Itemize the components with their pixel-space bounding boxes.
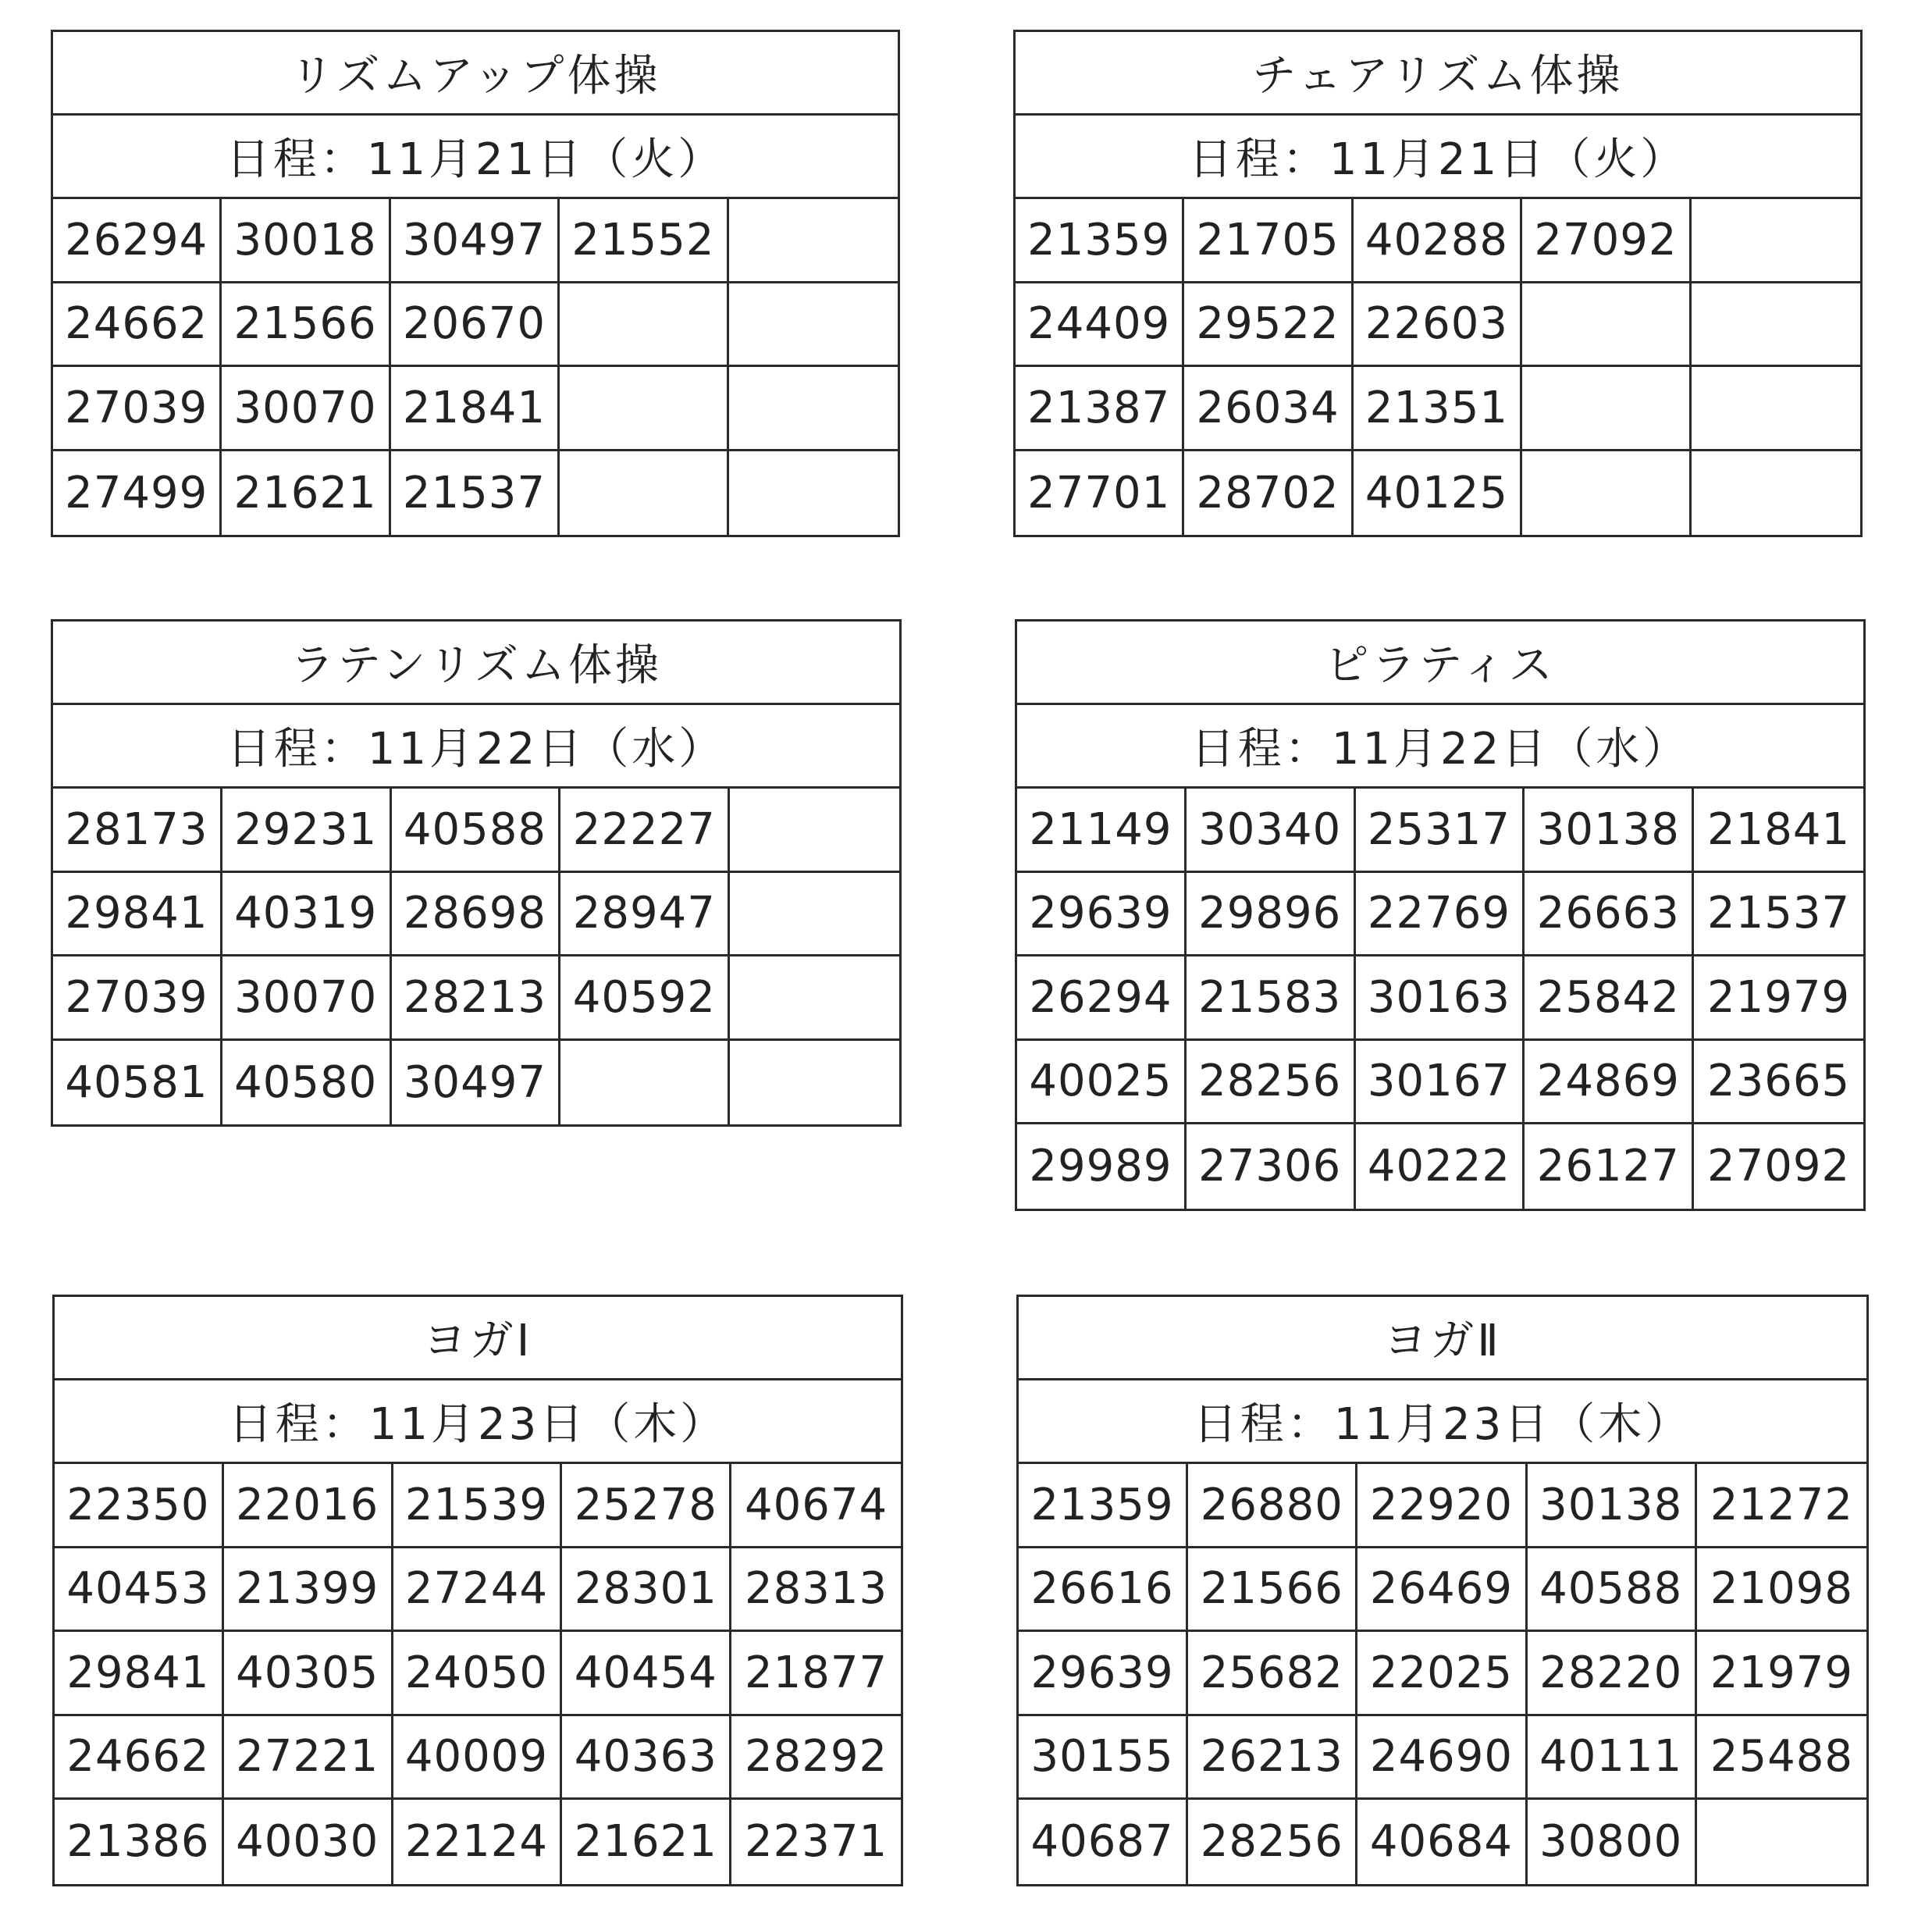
table-date: 日程：11月23日（木） (1019, 1380, 1866, 1464)
table-cell (560, 1041, 730, 1125)
table-cell: 40454 (562, 1632, 731, 1716)
table-cell: 30497 (392, 1041, 561, 1125)
id-grid (1016, 199, 1860, 535)
table-cell: 25682 (1188, 1632, 1357, 1716)
table-cell: 21583 (1187, 956, 1356, 1041)
table-cell: 26616 (1019, 1548, 1188, 1633)
table-cell: 29841 (55, 1632, 224, 1716)
table-cell (729, 283, 898, 368)
schedule-table-yoga-1 (52, 1295, 903, 1886)
id-grid (53, 789, 899, 1124)
table-cell: 24662 (53, 283, 222, 368)
table-cell: 28947 (560, 873, 730, 957)
table-cell: 29989 (1017, 1124, 1187, 1209)
table-cell: 27701 (1016, 451, 1184, 536)
table-cell: 22769 (1356, 873, 1525, 957)
table-cell: 26469 (1357, 1548, 1527, 1633)
table-cell: 21841 (391, 367, 560, 451)
table-cell (729, 451, 898, 536)
table-cell: 30163 (1356, 956, 1525, 1041)
table-cell: 28213 (392, 956, 561, 1041)
table-date: 日程：11月21日（火） (53, 116, 898, 199)
table-cell: 40581 (53, 1041, 222, 1125)
table-cell: 26127 (1525, 1124, 1694, 1209)
table-cell: 22920 (1357, 1464, 1527, 1548)
table-cell: 40588 (392, 789, 561, 873)
table-cell: 28220 (1528, 1632, 1697, 1716)
table-cell (1692, 367, 1860, 451)
table-cell: 40580 (222, 1041, 392, 1125)
table-cell: 40009 (393, 1716, 563, 1801)
table-cell (1692, 199, 1860, 283)
schedule-table-yoga-2 (1016, 1295, 1869, 1886)
table-cell: 29231 (222, 789, 392, 873)
table-cell (560, 367, 728, 451)
table-cell: 27244 (393, 1548, 563, 1633)
table-cell: 26880 (1188, 1464, 1357, 1548)
table-cell: 25488 (1697, 1716, 1866, 1801)
table-cell: 24690 (1357, 1716, 1527, 1801)
table-title: リズムアップ体操 (53, 32, 898, 116)
table-cell: 21537 (391, 451, 560, 536)
table-cell: 26663 (1525, 873, 1694, 957)
table-cell: 21387 (1016, 367, 1184, 451)
table-cell: 40305 (224, 1632, 393, 1716)
table-cell: 27039 (53, 956, 222, 1041)
table-cell: 25278 (562, 1464, 731, 1548)
table-cell: 40125 (1354, 451, 1522, 536)
table-cell: 30138 (1525, 789, 1694, 873)
schedule-table-chair-rhythm (1013, 30, 1863, 537)
table-cell: 21149 (1017, 789, 1187, 873)
table-cell: 21877 (731, 1632, 901, 1716)
table-cell: 40588 (1528, 1548, 1697, 1633)
table-cell: 22350 (55, 1464, 224, 1548)
table-date: 日程：11月23日（木） (55, 1380, 901, 1464)
table-cell (560, 451, 728, 536)
table-cell (1522, 283, 1691, 368)
table-cell: 28292 (731, 1716, 901, 1801)
table-title: チェアリズム体操 (1016, 32, 1860, 116)
table-cell (560, 283, 728, 368)
table-cell: 25842 (1525, 956, 1694, 1041)
table-cell: 40222 (1356, 1124, 1525, 1209)
table-cell: 22025 (1357, 1632, 1527, 1716)
table-cell: 24050 (393, 1632, 563, 1716)
table-cell: 26213 (1188, 1716, 1357, 1801)
table-cell: 40288 (1354, 199, 1522, 283)
table-cell: 27499 (53, 451, 222, 536)
table-title: ピラティス (1017, 622, 1863, 705)
table-cell: 21705 (1184, 199, 1353, 283)
table-cell: 30167 (1356, 1041, 1525, 1125)
table-cell: 30340 (1187, 789, 1356, 873)
table-cell: 40025 (1017, 1041, 1187, 1125)
table-cell: 21098 (1697, 1548, 1866, 1633)
table-cell: 30070 (222, 956, 392, 1041)
table-cell: 21621 (222, 451, 390, 536)
table-cell: 30155 (1019, 1716, 1188, 1801)
table-date: 日程：11月22日（水） (53, 705, 899, 789)
table-cell (1522, 451, 1691, 536)
table-cell: 26034 (1184, 367, 1353, 451)
table-cell: 21359 (1019, 1464, 1188, 1548)
table-cell: 21351 (1354, 367, 1522, 451)
table-cell: 40674 (731, 1464, 901, 1548)
table-cell: 24662 (55, 1716, 224, 1801)
table-cell: 24409 (1016, 283, 1184, 368)
table-cell: 21621 (562, 1800, 731, 1884)
table-cell: 28256 (1188, 1800, 1357, 1884)
table-cell (1697, 1800, 1866, 1884)
id-grid (55, 1464, 901, 1884)
table-cell: 29639 (1019, 1632, 1188, 1716)
table-date: 日程：11月22日（水） (1017, 705, 1863, 789)
table-cell: 21979 (1697, 1632, 1866, 1716)
table-cell: 27306 (1187, 1124, 1356, 1209)
table-cell: 21566 (222, 283, 390, 368)
table-cell: 40684 (1357, 1800, 1527, 1884)
table-cell: 30138 (1528, 1464, 1697, 1548)
table-cell: 29841 (53, 873, 222, 957)
table-cell: 30497 (391, 199, 560, 283)
table-cell: 26294 (1017, 956, 1187, 1041)
table-cell: 30800 (1528, 1800, 1697, 1884)
table-cell: 21539 (393, 1464, 563, 1548)
table-cell: 40319 (222, 873, 392, 957)
table-cell (730, 873, 899, 957)
table-cell (730, 1041, 899, 1125)
table-cell: 21841 (1694, 789, 1863, 873)
table-cell: 27092 (1522, 199, 1691, 283)
table-cell: 28256 (1187, 1041, 1356, 1125)
table-cell: 21386 (55, 1800, 224, 1884)
table-cell: 30018 (222, 199, 390, 283)
table-cell: 22124 (393, 1800, 563, 1884)
table-cell: 40363 (562, 1716, 731, 1801)
table-cell (1692, 451, 1860, 536)
table-cell: 24869 (1525, 1041, 1694, 1125)
table-cell: 23665 (1694, 1041, 1863, 1125)
table-cell (1692, 283, 1860, 368)
table-cell: 20670 (391, 283, 560, 368)
table-cell: 27092 (1707, 1141, 1851, 1192)
table-cell: 21272 (1697, 1464, 1866, 1548)
table-cell: 40111 (1528, 1716, 1697, 1801)
table-cell: 21537 (1694, 873, 1863, 957)
table-cell: 29896 (1187, 873, 1356, 957)
id-grid (1019, 1464, 1866, 1884)
table-cell: 22371 (745, 1816, 888, 1868)
table-cell: 21359 (1016, 199, 1184, 283)
table-cell: 27221 (224, 1716, 393, 1801)
table-cell: 29522 (1184, 283, 1353, 368)
schedule-table-latin-rhythm (51, 619, 902, 1127)
table-cell: 29639 (1017, 873, 1187, 957)
table-cell: 40453 (55, 1548, 224, 1633)
schedule-table-rhythm-up (51, 30, 900, 537)
table-cell: 26294 (53, 199, 222, 283)
table-cell: 21566 (1188, 1548, 1357, 1633)
table-cell: 30070 (222, 367, 390, 451)
table-cell: 40030 (224, 1800, 393, 1884)
table-cell: 28698 (392, 873, 561, 957)
id-grid (53, 199, 898, 535)
table-cell: 28301 (562, 1548, 731, 1633)
table-date: 日程：11月21日（火） (1016, 116, 1860, 199)
table-title: ラテンリズム体操 (53, 622, 899, 705)
id-grid (1017, 789, 1863, 1209)
table-cell: 22227 (560, 789, 730, 873)
table-cell (730, 956, 899, 1041)
table-cell: 21552 (560, 199, 728, 283)
table-cell (730, 789, 899, 873)
table-cell: 27039 (53, 367, 222, 451)
schedule-table-pilates (1015, 619, 1866, 1211)
table-cell (729, 199, 898, 283)
table-cell: 22016 (224, 1464, 393, 1548)
table-cell: 28702 (1184, 451, 1353, 536)
table-title: ヨガⅠ (55, 1297, 901, 1380)
table-cell: 25317 (1356, 789, 1525, 873)
table-title: ヨガⅡ (1019, 1297, 1866, 1380)
table-cell (1522, 367, 1691, 451)
table-cell: 28313 (731, 1548, 901, 1633)
table-cell (729, 367, 898, 451)
table-cell: 40592 (560, 956, 730, 1041)
table-cell: 22603 (1354, 283, 1522, 368)
table-cell: 40687 (1019, 1800, 1188, 1884)
table-cell: 21979 (1694, 956, 1863, 1041)
table-cell: 21399 (224, 1548, 393, 1633)
table-cell: 28173 (53, 789, 222, 873)
